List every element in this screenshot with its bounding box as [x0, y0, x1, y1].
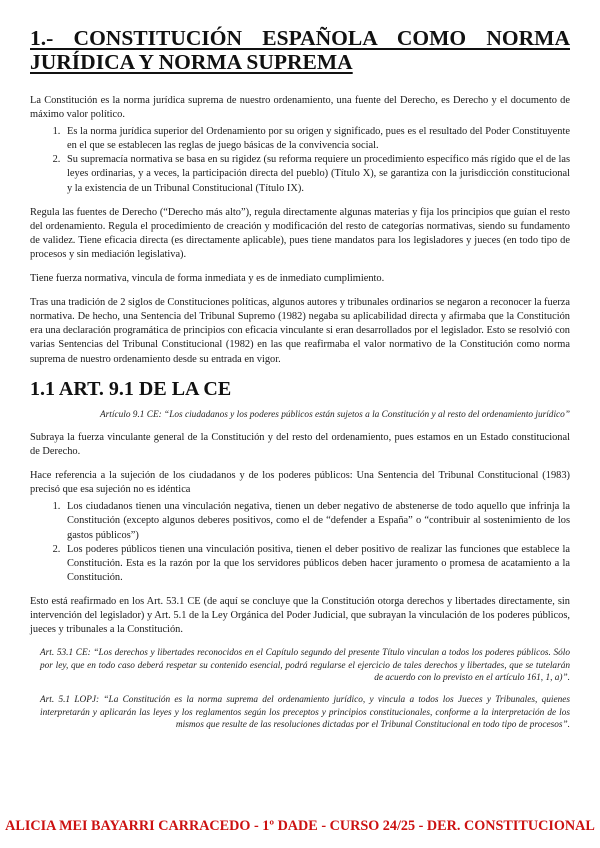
subraya-paragraph: Subraya la fuerza vinculante general de la Constitución y del resto del ordenamiento, pues estamos en un Estado constitucional de Derecho.: [30, 432, 570, 458]
intro-paragraph: La Constitución es la norma jurídica suprema de nuestro ordenamiento, una fuente del Derecho, es Derecho y el documento de máximo valor político.: [30, 95, 570, 121]
sujecion-list-item: 2. Los poderes públicos tienen una vinculación positiva, tienen el deber positivo de realizar las funciones que establece la Constitución. Esta es la razón por la que los servidores públicos deben hacer juramento o promesa de acatamiento a la Constitución.: [63, 543, 570, 585]
tradicion-paragraph: Tras una tradición de 2 siglos de Constituciones políticas, algunos autores y tribunales ordinarios se negaron a reconocer la fuerza normativa. De hecho, una Sentencia del Tribunal Supremo (1982) negaba su aplicabilidad directa y afirmaba que la Constitución era una declaración programática de principios con eficacia vinculante si eran desarrollados por el legislador. Esto se resolvió con varias Sentencias del Tribunal Constitucional (1982) en las que reafirmaba el valor normativo de la Constitución como norma suprema de nuestro ordenamiento desde su entrada en vigor.: [30, 297, 570, 365]
fuerza-paragraph: Tiene fuerza normativa, vincula de forma inmediata y es de inmediato cumplimiento.: [30, 273, 385, 285]
hace-paragraph: Hace referencia a la sujeción de los ciudadanos y de los poderes públicos: Una Sentencia del Tribunal Constitucional (1983) precisó que esa sujeción no es idéntica: [30, 470, 570, 496]
reafirmado-paragraph: Esto está reafirmado en los Art. 53.1 CE (de aquí se concluye que la Constitución otorga derechos y libertades directamente, sin intervención del legislador) y Art. 5.1 de la Ley Orgánica del Poder Judicial, que subrayan la vinculación de los poderes públicos, jueces y tribunales a la Constitución.: [30, 595, 570, 636]
title-line-1: 1.- CONSTITUCIÓN ESPAÑOLA COMO NORMA: [30, 26, 570, 50]
sujecion-list: [30, 500, 570, 585]
regula-paragraph: Regula las fuentes de Derecho (“Derecho más alto”), regula directamente algunas materias y fija los principios que guían el resto del ordenamiento. Regula el procedimiento de creación y modificación del resto de categorías normativas, siendo su fundamento de validez. Tiene eficacia directa (es directamente aplicable), pues tiene mandatos para los legisladores y jueces (en todo tipo de procesos y sin mediación legislativa).: [30, 206, 570, 260]
section-heading: 1.1 ART. 9.1 DE LA CE: [30, 377, 232, 400]
intro-list-item: 1. Es la norma jurídica superior del Ordenamiento por su origen y significado, pues es el resultado del Poder Constituyente en el que se establecen las reglas de juego básicas de la convivencia social.: [63, 125, 570, 153]
quote-art-5-1-lopj: Art. 5.1 LOPJ: “La Constitución es la norma suprema del ordenamiento jurídico, y vincula a todos los Jueces y Tribunales, quienes interpretarán y aplicarán las leyes y los reglamentos según los preceptos y principios constitucionales, conforme a la interpretación de los mismos que resulte de las resoluciones dictadas por el Tribunal Constitucional en todo tipo de procesos”.: [40, 695, 570, 731]
intro-list-item: 2. Su supremacía normativa se basa en su rigidez (su reforma requiere un procedimiento específico más rígido que el de las leyes ordinarias, y a veces, la participación directa del pueblo) (Título X), se garantiza con la jurisdicción constitucional y la existencia de un Tribunal Constitucional (Título IX).: [63, 153, 570, 195]
intro-list: [30, 125, 570, 195]
page-footer: ALICIA MEI BAYARRI CARRACEDO - 1º DADE - CURSO 24/25 - DER. CONSTITUCIONAL: [5, 818, 595, 834]
quote-art-9-1: Artículo 9.1 CE: “Los ciudadanos y los poderes públicos están sujetos a la Constitución y al resto del ordenamiento jurídico”: [100, 409, 570, 420]
page-title: [30, 26, 570, 74]
title-line-2: JURÍDICA Y NORMA SUPREMA: [30, 50, 353, 74]
sujecion-list-item: 1. Los ciudadanos tienen una vinculación negativa, tienen un deber negativo de abstenerse de todo aquello que infrinja la Constitución (excepto algunos deberes positivos, como el de “defender a España” o “contribuir al sostenimiento de los gastos públicos”): [63, 500, 570, 542]
quote-art-53-1: Art. 53.1 CE: “Los derechos y libertades reconocidos en el Capítulo segundo del presente Título vinculan a todos los poderes públicos. Sólo por ley, que en todo caso deberá respetar su contenido esencial, podrá regularse el ejercicio de tales derechos y libertades, que se tutelarán de acuerdo con lo previsto en el artículo 161, 1, a)”.: [40, 648, 570, 684]
